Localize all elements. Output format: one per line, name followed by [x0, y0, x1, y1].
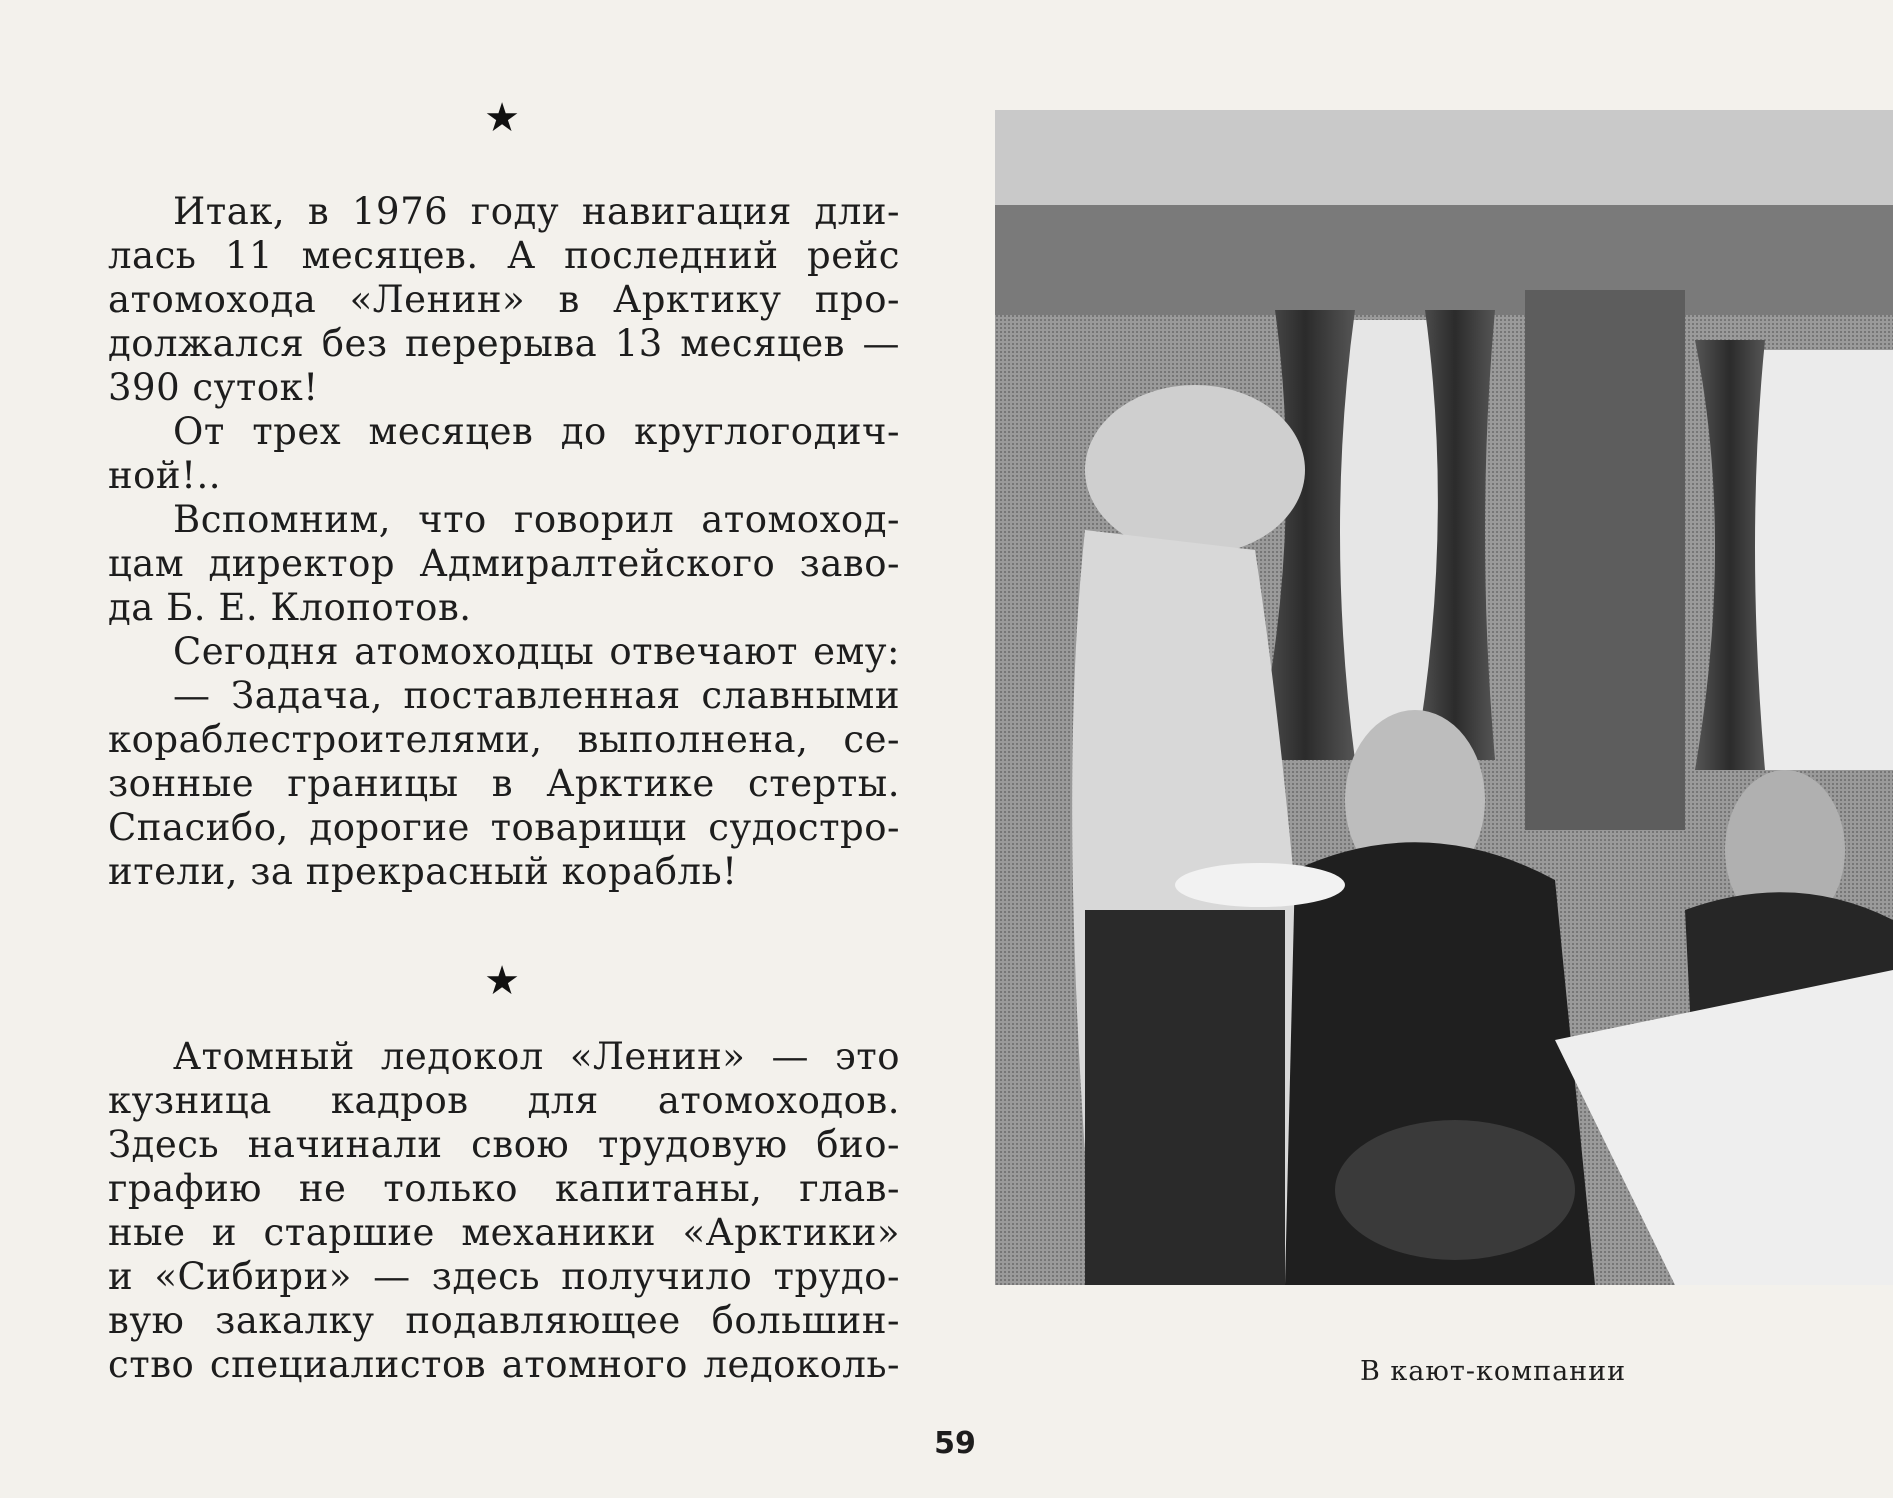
- text-line: Спасибо, дорогие товарищи судостро-: [108, 806, 900, 849]
- section-star-middle: ★: [484, 958, 520, 1004]
- text-line: кузница кадров для атомоходов.: [108, 1079, 900, 1122]
- text-line: Вспомним, что говорил атомоход-: [173, 498, 900, 541]
- photo-ward-room: [995, 110, 1893, 1285]
- text-block-2: [108, 1035, 900, 1387]
- text-line: ные и старшие механики «Арктики»: [108, 1211, 900, 1254]
- text-line: лась 11 месяцев. А последний рейс: [108, 234, 900, 277]
- text-line: вую закалку подавляющее большин-: [108, 1299, 900, 1342]
- page-number: 59: [934, 1426, 976, 1461]
- text-line: да Б. Е. Клопотов.: [108, 586, 472, 629]
- text-line: — Задача, поставленная славными: [173, 674, 900, 717]
- text-line: ители, за прекрасный корабль!: [108, 850, 738, 893]
- text-line: Итак, в 1976 году навигация дли-: [173, 190, 900, 233]
- text-line: кораблестроителями, выполнена, се-: [108, 718, 900, 761]
- text-line: атомохода «Ленин» в Арктику про-: [108, 278, 900, 321]
- text-line: Атомный ледокол «Ленин» — это: [173, 1035, 900, 1078]
- text-line: цам директор Адмиралтейского заво-: [108, 542, 900, 585]
- text-line: должался без перерыва 13 месяцев —: [108, 322, 900, 365]
- text-line: От трех месяцев до круглогодич-: [173, 410, 900, 453]
- text-line: зонные границы в Арктике стерты.: [108, 762, 900, 805]
- photo-caption: В кают-компании: [1360, 1356, 1627, 1387]
- text-line: и «Сибири» — здесь получило трудо-: [108, 1255, 900, 1298]
- text-line: Сегодня атомоходцы отвечают ему:: [173, 630, 900, 673]
- text-line: 390 суток!: [108, 366, 319, 409]
- text-line: графию не только капитаны, глав-: [108, 1167, 900, 1210]
- text-line: ство специалистов атомного ледоколь-: [108, 1343, 900, 1386]
- text-line: ной!..: [108, 454, 221, 497]
- photo-illustration: [995, 110, 1893, 1285]
- section-star-top: ★: [484, 95, 520, 141]
- text-line: Здесь начинали свою трудовую био-: [108, 1123, 900, 1166]
- text-block-1: [108, 190, 900, 894]
